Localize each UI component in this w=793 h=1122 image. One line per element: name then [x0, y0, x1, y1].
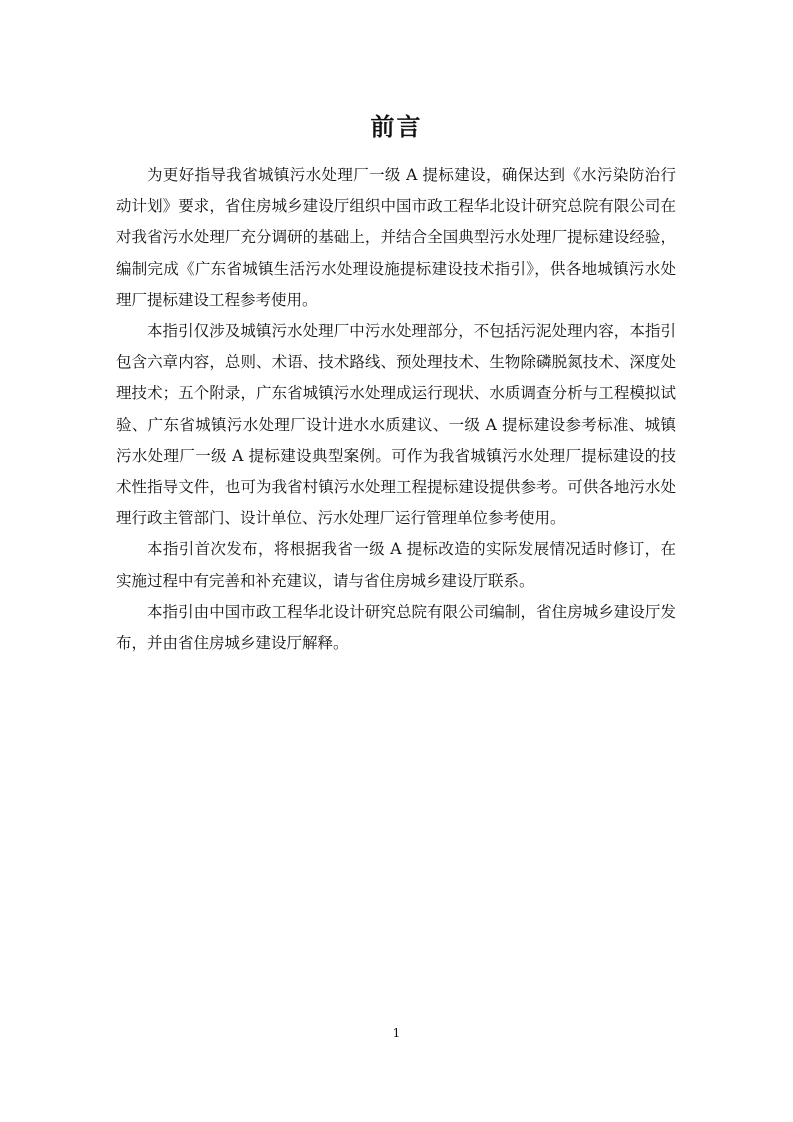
- paragraph-4: 本指引由中国市政工程华北设计研究总院有限公司编制，省住房城乡建设厅发布，并由省住房城乡建设厅解释。: [116, 602, 676, 653]
- paragraph-1: 为更好指导我省城镇污水处理厂一级 A 提标建设，确保达到《水污染防治行动计划》要求，省住房城乡建设厅组织中国市政工程华北设计研究总院有限公司在对我省污水处理厂充分调研的基础上，并结合全国典型污水处理厂提标建设经验，编制完成《广东省城镇生活污水处理设施提标建设技术指引》，供各地城镇污水处理厂提标建设工程参考使用。: [116, 166, 676, 309]
- page-number: 1: [392, 1026, 401, 1040]
- paragraph-3: 本指引首次发布，将根据我省一级 A 提标改造的实际发展情况适时修订，在实施过程中有完善和补充建议，请与省住房城乡建设厅联系。: [116, 540, 676, 590]
- paragraph-2: 本指引仅涉及城镇污水处理厂中污水处理部分，不包括污泥处理内容，本指引包含六章内容，总则、术语、技术路线、预处理技术、生物除磷脱氮技术、深度处理技术；五个附录，广东省城镇污水处理成运行现状、水质调查分析与工程模拟试验、广东省城镇污水处理厂设计进水水质建议、一级 A 提标建设参考标准、城镇污水处理厂一级 A 提标建设典型案例。可作为我省城镇污水处理厂提标建设的技术性指导文件，也可为我省村镇污水处理工程提标建设提供参考。可供各地污水处理行政主管部门、设计单位、污水处理厂运行管理单位参考使用。: [116, 322, 676, 528]
- page-title: 前言: [370, 113, 423, 141]
- preface-body: [116, 160, 676, 659]
